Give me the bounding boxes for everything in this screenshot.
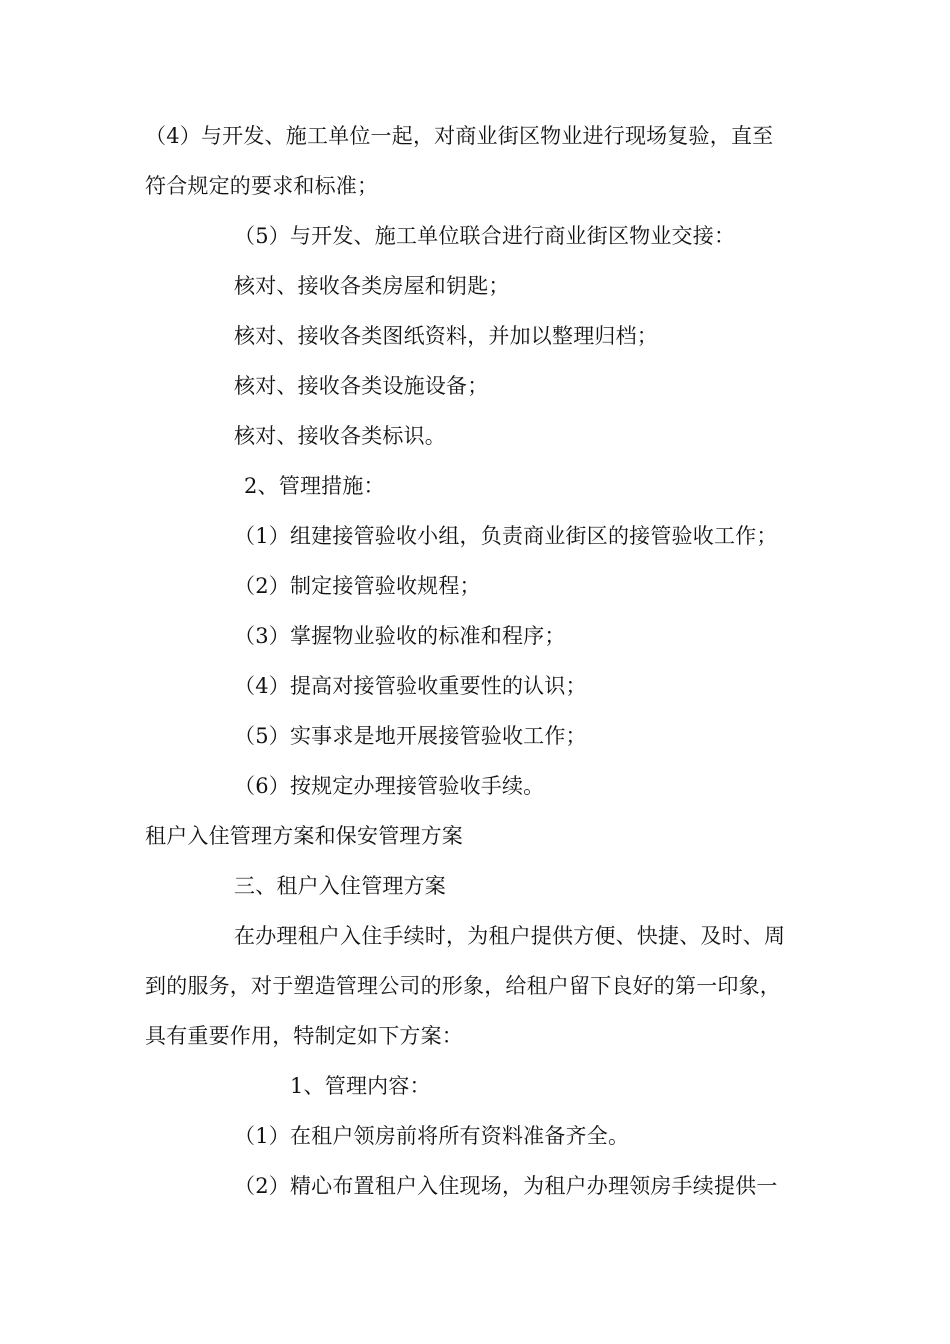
paragraph-line: 核对、接收各类标识。 — [234, 424, 446, 448]
list-item: （6）按规定办理接管验收手续。 — [234, 774, 545, 798]
paragraph-line: 核对、接收各类图纸资料，并加以整理归档； — [234, 324, 658, 348]
section-heading: 2、管理措施： — [244, 474, 385, 498]
section-heading: 1、管理内容： — [290, 1074, 431, 1098]
list-item: （2）精心布置租户入住现场，为租户办理领房手续提供一 — [234, 1174, 778, 1198]
document-title: 租户入住管理方案和保安管理方案 — [145, 824, 463, 848]
list-item: （4）提高对接管验收重要性的认识； — [234, 674, 587, 698]
list-item: （2）制定接管验收规程； — [234, 574, 481, 598]
section-heading: 三、租户入住管理方案 — [234, 874, 446, 898]
paragraph-line: （4）与开发、施工单位一起，对商业街区物业进行现场复验，直至 — [145, 124, 774, 148]
list-item: （5）实事求是地开展接管验收工作； — [234, 724, 587, 748]
paragraph-line: 具有重要作用，特制定如下方案： — [145, 1024, 463, 1048]
paragraph-line: （5）与开发、施工单位联合进行商业街区物业交接： — [234, 224, 736, 248]
paragraph-line: 符合规定的要求和标准； — [145, 174, 379, 198]
list-item: （3）掌握物业验收的标准和程序； — [234, 624, 566, 648]
list-item: （1）在租户领房前将所有资料准备齐全。 — [234, 1124, 630, 1148]
list-item: （1）组建接管验收小组，负责商业街区的接管验收工作； — [234, 524, 778, 548]
paragraph-line: 在办理租户入住手续时，为租户提供方便、快捷、及时、周 — [234, 924, 786, 948]
paragraph-line: 核对、接收各类房屋和钥匙； — [234, 274, 510, 298]
paragraph-line: 到的服务，对于塑造管理公司的形象，给租户留下良好的第一印象， — [145, 974, 781, 998]
paragraph-line: 核对、接收各类设施设备； — [234, 374, 489, 398]
